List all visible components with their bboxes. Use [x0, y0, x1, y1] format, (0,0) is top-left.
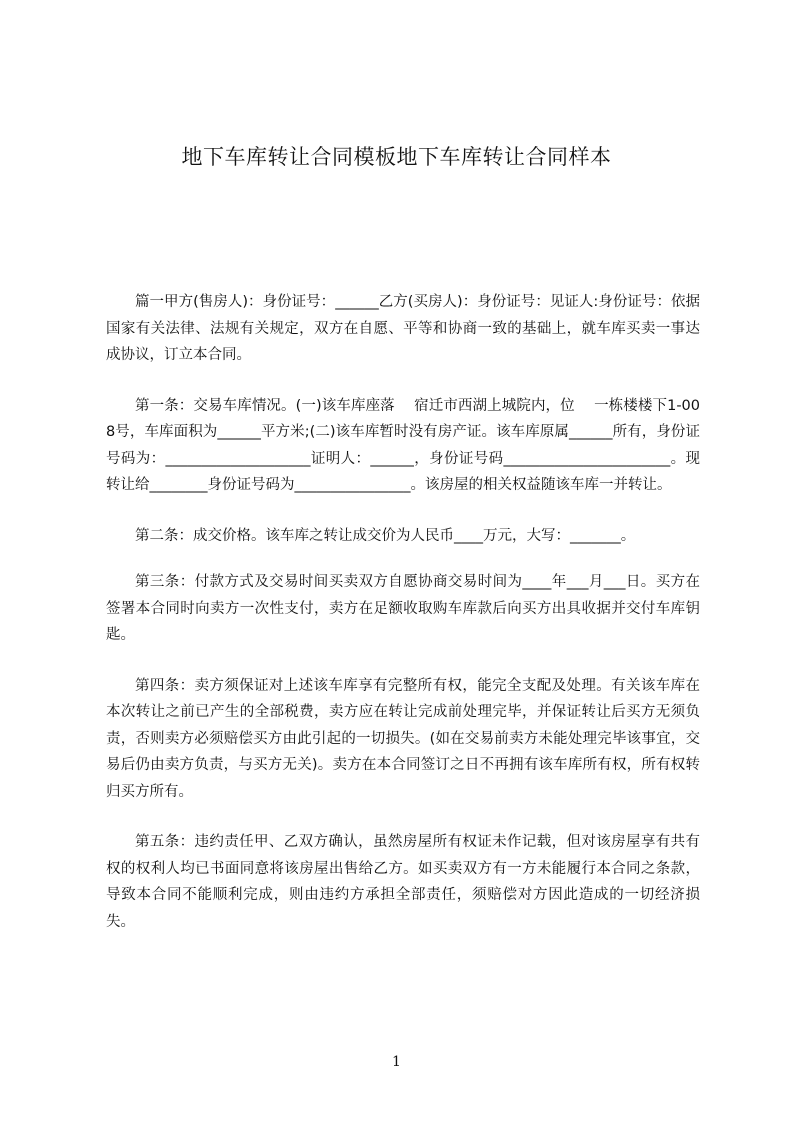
paragraph-preamble: 篇一甲方(售房人)：身份证号：______乙方(买房人)：身份证号：见证人:身份证号：依据国家有关法律、法规有关规定，双方在自愿、平等和协商一致的基础上，就车库买卖一事达成协议，订立本合同。 [106, 294, 700, 363]
paragraph-article-4: 第四条：卖方须保证对上述该车库享有完整所有权，能完全支配及处理。有关该车库在本次转让之前已产生的全部税费，卖方应在转让完成前处理完毕，并保证转让后买方无须负责，否则卖方必须赔偿买方由此引起的一切损失。(如在交易前卖方未能处理完毕该事宜，交易后仍由卖方负责，与买方无关)。卖方在本合同签订之日不再拥有该车库所有权，所有权转归买方所有。 [106, 677, 700, 800]
document-body [106, 289, 700, 959]
page-number: 1 [392, 1054, 401, 1070]
document-title: 地下车库转让合同模板地下车库转让合同样本 [181, 145, 612, 169]
paragraph-article-2: 第二条：成交价格。该车库之转让成交价为人民币____万元，大写：_______。 [135, 527, 636, 544]
paragraph-article-5: 第五条：违约责任甲、乙双方确认，虽然房屋所有权证未作记载，但对该房屋享有共有权的权利人均已书面同意将该房屋出售给乙方。如买卖双方有一方未能履行本合同之条款，导致本合同不能顺利完成，则由违约方承担全部责任，须赔偿对方因此造成的一切经济损失。 [106, 834, 700, 930]
paragraph-article-3: 第三条：付款方式及交易时间买卖双方自愿协商交易时间为____年___月___日。买方在签署本合同时向卖方一次性支付，卖方在足额收取购车库款后向买方出具收据并交付车库钥匙。 [106, 574, 700, 643]
paragraph-article-1: 第一条：交易车库情况。(一)该车库座落 宿迁市西湖上城院内，位 一栋楼楼下1-008号，车库面积为______平方米;(二)该车库暂时没有房产证。该车库原属______所有，身份证号码为：____________________证明人：______，身份证号码_______________________。现转让给________身份证号码为________________。该房屋的相关权益随该车库一并转让。 [106, 397, 700, 493]
